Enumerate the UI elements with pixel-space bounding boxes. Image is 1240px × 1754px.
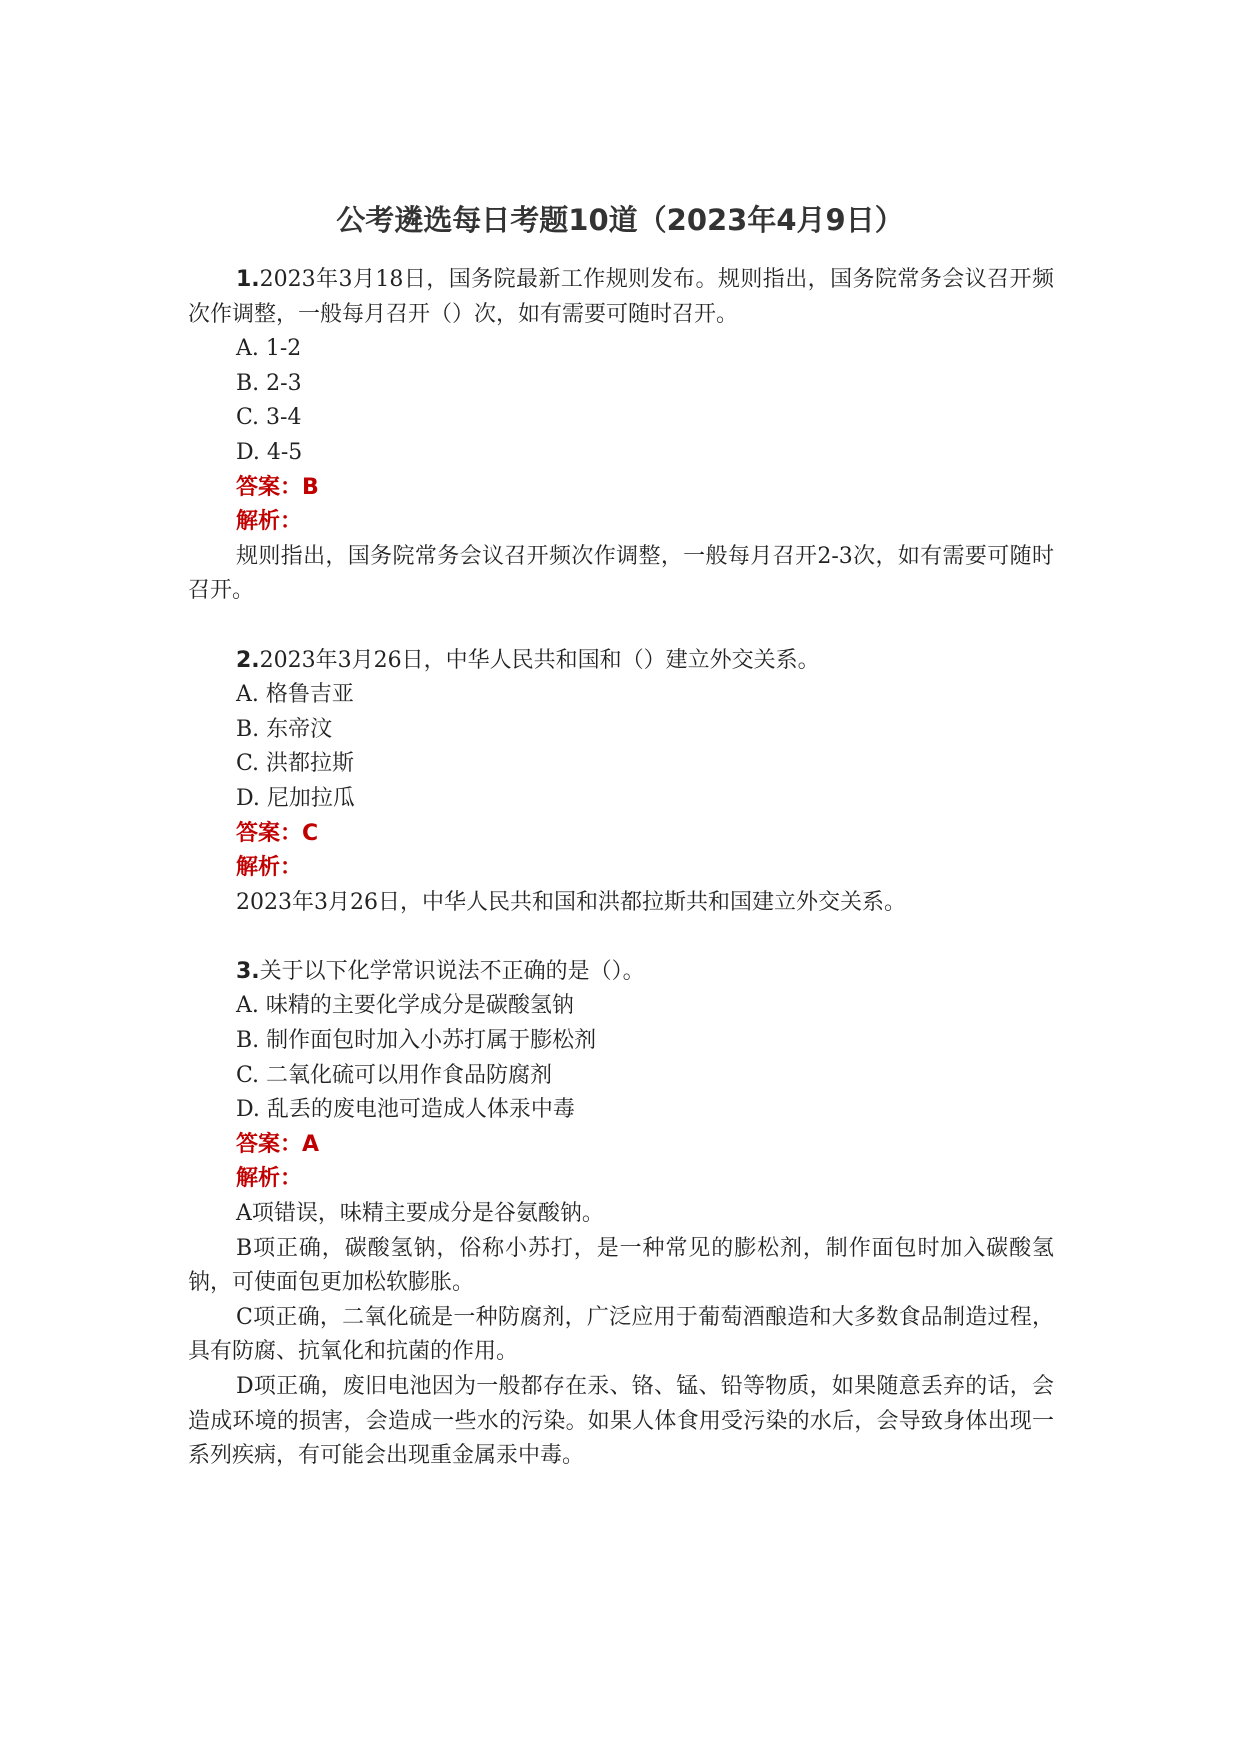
analysis-label: 解析： [236,1166,303,1192]
option-d: D. 尼加拉瓜 [236,785,355,811]
question-stem [188,263,1054,332]
option-c: C. 洪都拉斯 [236,751,355,777]
analysis-text: C项正确，二氧化硫是一种防腐剂，广泛应用于葡萄酒酿造和大多数食品制造过程，具有防腐、抗氧化和抗菌的作用。 [188,1304,1054,1365]
question-number: 3. [236,958,260,984]
question-text: 2023年3月18日，国务院最新工作规则发布。规则指出，国务院常务会议召开频次作调整，一般每月召开（）次，如有需要可随时召开。 [188,267,1054,327]
question-number: 2. [236,647,260,673]
analysis-text: D项正确，废旧电池因为一般都存在汞、铬、锰、铅等物质，如果随意丢弃的话，会造成环境的损害，会造成一些水的污染。如果人体食用受污染的水后，会导致身体出现一系列疾病，有可能会出现重金属汞中毒。 [188,1374,1054,1469]
question-text: 关于以下化学常识说法不正确的是（）。 [259,958,645,984]
option-a: A. 1-2 [236,336,302,362]
analysis-label: 解析： [236,509,303,535]
option-d: D. 乱丢的废电池可造成人体汞中毒 [236,1097,575,1123]
analysis-text: A项错误，味精主要成分是谷氨酸钠。 [236,1201,604,1227]
question-1 [188,263,1054,609]
analysis-label: 解析： [236,855,303,881]
option-b: B. 东帝汶 [236,716,333,742]
question-3 [188,955,1054,1474]
question-number: 1. [236,267,260,292]
question-stem [188,955,1054,990]
question-text: 2023年3月26日，中华人民共和国和（）建立外交关系。 [259,647,820,673]
question-list [188,263,1054,1474]
option-c: C. 3-4 [236,405,302,431]
option-a: A. 格鲁吉亚 [236,682,354,708]
question-2 [188,644,1054,921]
answer-label: 答案：C [236,820,319,846]
answer-label: 答案：A [236,1131,320,1157]
analysis-text: 规则指出，国务院常务会议召开频次作调整，一般每月召开2-3次，如有需要可随时召开。 [188,543,1054,604]
analysis-text: B项正确，碳酸氢钠，俗称小苏打，是一种常见的膨松剂，制作面包时加入碳酸氢钠，可使面包更加松软膨胀。 [188,1235,1054,1296]
option-c: C. 二氧化硫可以用作食品防腐剂 [236,1062,553,1088]
question-stem [188,644,1054,679]
option-a: A. 味精的主要化学成分是碳酸氢钠 [236,993,574,1019]
option-d: D. 4-5 [236,439,303,465]
option-b: B. 制作面包时加入小苏打属于膨松剂 [236,1028,597,1054]
option-b: B. 2-3 [236,370,302,396]
answer-label: 答案：B [236,474,319,500]
analysis-text: 2023年3月26日，中华人民共和国和洪都拉斯共和国建立外交关系。 [236,889,906,915]
page-title: 公考遴选每日考题10道（2023年4月9日） [336,203,904,237]
